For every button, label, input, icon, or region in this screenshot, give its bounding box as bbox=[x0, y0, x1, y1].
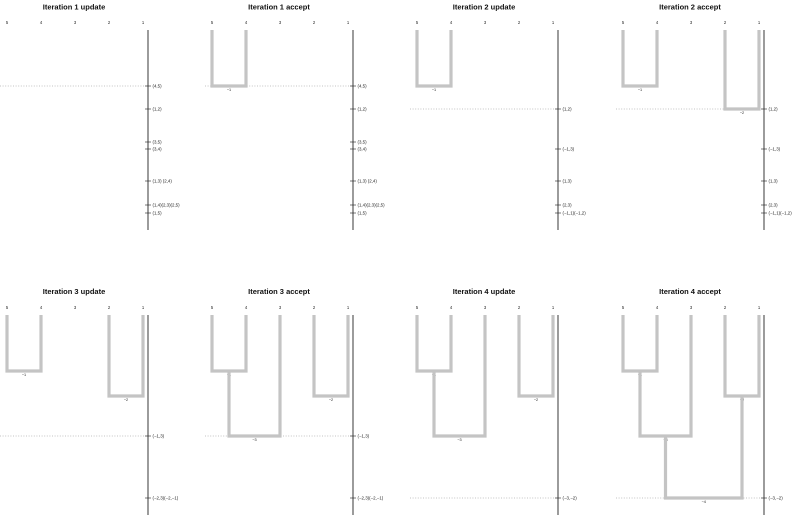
axis-tick-label: (−1,3) bbox=[768, 146, 781, 152]
merge-label: −1 bbox=[431, 373, 437, 378]
merge-branch bbox=[417, 30, 451, 86]
leaf-label: 3 bbox=[278, 20, 282, 25]
merge-label: −2 bbox=[123, 398, 129, 403]
merge-label: −1 bbox=[226, 88, 232, 93]
leaf-label: 1 bbox=[346, 305, 350, 310]
axis-tick-label: (−2,3)(−2,−1) bbox=[357, 495, 384, 501]
leaf-label: 4 bbox=[655, 305, 659, 310]
panel-title: Iteration 3 accept bbox=[248, 286, 310, 296]
merge-label: −4 bbox=[701, 500, 706, 505]
leaf-label: 1 bbox=[141, 305, 145, 310]
merge-branch bbox=[212, 315, 246, 371]
merge-label: −1 bbox=[21, 373, 27, 378]
axis-tick-label: (−1,3) bbox=[357, 433, 370, 439]
merge-branch bbox=[7, 315, 41, 371]
merge-branch bbox=[623, 315, 657, 371]
merge-label: −2 bbox=[533, 398, 539, 403]
leaf-label: 5 bbox=[621, 20, 625, 25]
leaf-label: 5 bbox=[210, 20, 214, 25]
leaf-label: 4 bbox=[449, 305, 453, 310]
leaf-label: 4 bbox=[655, 20, 659, 25]
panel-3 bbox=[410, 2, 586, 230]
axis-tick-label: (−1,1)(−1,2) bbox=[562, 210, 586, 216]
axis-tick-label: (3,4) bbox=[357, 146, 367, 152]
merge-branch bbox=[226, 315, 280, 436]
axis-tick-label: (2,3) bbox=[562, 202, 572, 208]
axis-tick-label: (1,4)(2,3)(2,5) bbox=[357, 202, 385, 208]
panel-title: Iteration 2 update bbox=[452, 2, 516, 12]
leaf-label: 2 bbox=[517, 20, 521, 25]
merge-label: −1 bbox=[637, 88, 643, 93]
merge-branch bbox=[431, 315, 485, 436]
leaf-label: 2 bbox=[517, 305, 521, 310]
leaf-label: 4 bbox=[244, 20, 248, 25]
leaf-label: 5 bbox=[621, 305, 625, 310]
leaf-label: 1 bbox=[141, 20, 145, 25]
merge-branch bbox=[637, 315, 691, 436]
panel-4 bbox=[616, 2, 792, 230]
panel-6 bbox=[205, 287, 384, 515]
axis-tick-label: (−1,3) bbox=[152, 433, 165, 439]
leaf-label: 4 bbox=[39, 305, 43, 310]
panel-title: Iteration 1 update bbox=[42, 2, 106, 12]
leaf-label: 1 bbox=[346, 20, 350, 25]
axis-tick-label: (1,5) bbox=[152, 210, 162, 216]
panel-8 bbox=[616, 287, 783, 515]
merge-label: −2 bbox=[739, 111, 745, 116]
leaf-label: 2 bbox=[107, 20, 111, 25]
merge-branch bbox=[212, 30, 246, 86]
axis-tick-label: (3,5) bbox=[357, 139, 367, 145]
axis-tick-label: (1,2) bbox=[357, 106, 367, 112]
merge-branch bbox=[623, 30, 657, 86]
merge-branch bbox=[417, 315, 451, 371]
leaf-label: 5 bbox=[5, 305, 9, 310]
leaf-label: 4 bbox=[39, 20, 43, 25]
leaf-label: 5 bbox=[210, 305, 214, 310]
axis-tick-label: (1,4)(2,3)(2,5) bbox=[152, 202, 180, 208]
leaf-label: 5 bbox=[415, 305, 419, 310]
merge-label: −2 bbox=[739, 398, 745, 403]
axis-tick-label: (3,4) bbox=[152, 146, 162, 152]
merge-branch bbox=[725, 315, 759, 396]
leaf-label: 3 bbox=[689, 20, 693, 25]
panel-title: Iteration 3 update bbox=[42, 286, 106, 296]
merge-label: −1 bbox=[637, 373, 643, 378]
panel-1 bbox=[0, 2, 180, 230]
leaf-label: 1 bbox=[551, 20, 555, 25]
axis-tick-label: (1,3) (2,4) bbox=[152, 178, 172, 184]
merge-branch bbox=[314, 315, 348, 396]
leaf-label: 3 bbox=[483, 20, 487, 25]
axis-tick-label: (−3,−2) bbox=[562, 495, 577, 501]
leaf-label: 5 bbox=[415, 20, 419, 25]
axis-tick-label: (1,5) bbox=[357, 210, 367, 216]
leaf-label: 2 bbox=[312, 305, 316, 310]
axis-tick-label: (−1,3) bbox=[562, 146, 575, 152]
axis-tick-label: (1,3) (2,4) bbox=[357, 178, 377, 184]
leaf-label: 3 bbox=[689, 305, 693, 310]
leaf-label: 2 bbox=[723, 20, 727, 25]
merge-branch bbox=[666, 396, 743, 498]
merge-label: −2 bbox=[328, 398, 334, 403]
merge-label: −3 bbox=[663, 438, 668, 443]
merge-branch bbox=[519, 315, 553, 396]
axis-tick-label: (1,2) bbox=[768, 106, 778, 112]
axis-tick-label: (2,3) bbox=[768, 202, 778, 208]
leaf-label: 2 bbox=[312, 20, 316, 25]
leaf-label: 3 bbox=[73, 305, 77, 310]
leaf-label: 1 bbox=[757, 305, 761, 310]
merge-label: −1 bbox=[226, 373, 232, 378]
axis-tick-label: (−3,−2) bbox=[768, 495, 783, 501]
panel-5 bbox=[0, 287, 179, 515]
leaf-label: 1 bbox=[551, 305, 555, 310]
axis-tick-label: (3,5) bbox=[152, 139, 162, 145]
panel-title: Iteration 1 accept bbox=[248, 2, 310, 12]
leaf-label: 2 bbox=[723, 305, 727, 310]
axis-tick-label: (4,5) bbox=[357, 83, 367, 89]
panel-title: Iteration 2 accept bbox=[659, 2, 721, 12]
axis-tick-label: (1,2) bbox=[152, 106, 162, 112]
leaf-label: 3 bbox=[73, 20, 77, 25]
leaf-label: 5 bbox=[5, 20, 9, 25]
merge-label: −3 bbox=[252, 438, 257, 443]
leaf-label: 1 bbox=[757, 20, 761, 25]
axis-tick-label: (−2,3)(−2,−1) bbox=[152, 495, 179, 501]
leaf-label: 4 bbox=[449, 20, 453, 25]
axis-tick-label: (1,3) bbox=[768, 178, 778, 184]
merge-branch bbox=[109, 315, 143, 396]
merge-label: −3 bbox=[457, 438, 462, 443]
leaf-label: 3 bbox=[483, 305, 487, 310]
leaf-label: 2 bbox=[107, 305, 111, 310]
axis-tick-label: (4,5) bbox=[152, 83, 162, 89]
leaf-label: 4 bbox=[244, 305, 248, 310]
merge-label: −1 bbox=[431, 88, 437, 93]
axis-tick-label: (1,3) bbox=[562, 178, 572, 184]
merge-branch bbox=[725, 30, 759, 109]
panel-2 bbox=[205, 2, 385, 230]
leaf-label: 3 bbox=[278, 305, 282, 310]
panel-title: Iteration 4 accept bbox=[659, 286, 721, 296]
axis-tick-label: (−1,1)(−1,2) bbox=[768, 210, 792, 216]
panel-title: Iteration 4 update bbox=[452, 286, 516, 296]
panel-7 bbox=[410, 287, 577, 515]
axis-tick-label: (1,2) bbox=[562, 106, 572, 112]
